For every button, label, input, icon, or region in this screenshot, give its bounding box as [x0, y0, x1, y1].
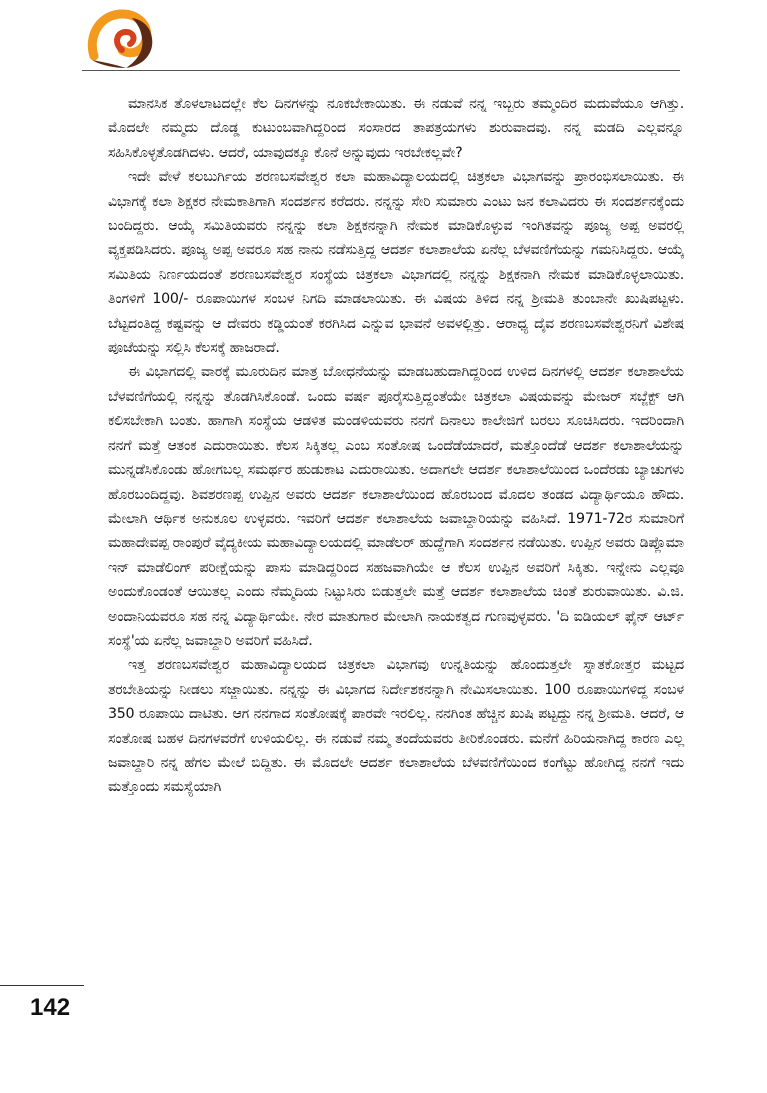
- paragraph: ಇತ್ತ ಶರಣಬಸವೇಶ್ವರ ಮಹಾವಿದ್ಯಾಲಯದ ಚಿತ್ರಕಲಾ ವಿಭಾಗವು ಉನ್ನತಿಯನ್ನು ಹೊಂದುತ್ತಲೇ ಸ್ನಾತಕೋತ್ತರ ಮಟ್ಟದ ತರಬೇತಿಯನ್ನು ನೀಡಲು ಸಜ್ಜಾಯಿತು. ನನ್ನನ್ನು ಈ ವಿಭಾಗದ ನಿರ್ದೇಶಕನನ್ನಾಗಿ ನೇಮಿಸಲಾಯಿತು. 100 ರೂಪಾಯಿಗಳಿದ್ದ ಸಂಬಳ 350 ರೂಪಾಯಿ ದಾಟಿತು. ಆಗ ನನಗಾದ ಸಂತೋಷಕ್ಕೆ ಪಾರವೇ ಇರಲಿಲ್ಲ. ನನಗಿಂತ ಹೆಚ್ಚಿನ ಖುಷಿ ಪಟ್ಟದ್ದು ನನ್ನ ಶ್ರೀಮತಿ. ಆದರೆ, ಆ ಸಂತೋಷ ಬಹಳ ದಿನಗಳವರೆಗೆ ಉಳಿಯಲಿಲ್ಲ. ಈ ನಡುವೆ ನಮ್ಮ ತಂದೆಯವರು ತೀರಿಕೊಂಡರು. ಮನೆಗೆ ಹಿರಿಯನಾಗಿದ್ದ ಕಾರಣ ಎಲ್ಲ ಜವಾಬ್ದಾರಿ ನನ್ನ ಹೆಗಲ ಮೇಲೆ ಬಿದ್ದಿತು. ಈ ಮೊದಲೇ ಆದರ್ಶ ಕಲಾಶಾಲೆಯ ಬೆಳವಣಿಗೆಯಿಂದ ಕಂಗೆಟ್ಟು ಹೋಗಿದ್ದ ನನಗೆ ಇದು ಮತ್ತೊಂದು ಸಮಸ್ಯೆಯಾಗಿ: [108, 657, 684, 796]
- header-divider: [82, 70, 680, 71]
- footer-divider: [0, 985, 84, 986]
- logo-base: [92, 60, 126, 68]
- page-body: [108, 92, 684, 800]
- page-number: 142: [30, 994, 71, 1021]
- spiral-swirl-logo-icon: [86, 8, 156, 70]
- paragraph: ಮಾನಸಿಕ ತೊಳಲಾಟದಲ್ಲೇ ಕೆಲ ದಿನಗಳನ್ನು ನೂಕಬೇಕಾಯಿತು. ಈ ನಡುವೆ ನನ್ನ ಇಬ್ಬರು ತಮ್ಮಂದಿರ ಮದುವೆಯೂ ಆಗಿತ್ತು. ಮೊದಲೇ ನಮ್ಮದು ದೊಡ್ಡ ಕುಟುಂಬವಾಗಿದ್ದರಿಂದ ಸಂಸಾರದ ತಾಪತ್ರಯಗಳು ಶುರುವಾದವು. ನನ್ನ ಮಡದಿ ಎಲ್ಲವನ್ನೂ ಸಹಿಸಿಕೊಳ್ಳತೊಡಗಿದಳು. ಆದರೆ, ಯಾವುದಕ್ಕೂ ಕೊನೆ ಅನ್ನುವುದು ಇರಬೇಕಲ್ಲವೇ?: [108, 96, 684, 161]
- paragraph: ಈ ವಿಭಾಗದಲ್ಲಿ ವಾರಕ್ಕೆ ಮೂರುದಿನ ಮಾತ್ರ ಬೋಧನೆಯನ್ನು ಮಾಡಬಹುದಾಗಿದ್ದರಿಂದ ಉಳಿದ ದಿನಗಳಲ್ಲಿ ಆದರ್ಶ ಕಲಾಶಾಲೆಯ ಬೆಳವಣಿಗೆಯಲ್ಲಿ ನನ್ನನ್ನು ತೊಡಗಿಸಿಕೊಂಡೆ. ಒಂದು ವರ್ಷ ಪೂರೈಸುತ್ತಿದ್ದಂತೆಯೇ ಚಿತ್ರಕಲಾ ವಿಷಯವನ್ನು ಮೇಜರ್ ಸಬ್ಜೆಕ್ಟ್ ಆಗಿ ಕಲಿಸಬೇಕಾಗಿ ಬಂತು. ಹಾಗಾಗಿ ಸಂಸ್ಥೆಯ ಆಡಳಿತ ಮಂಡಳಿಯವರು ನನಗೆ ದಿನಾಲು ಕಾಲೇಜಿಗೆ ಬರಲು ಸೂಚಿಸಿದರು. ಇದರಿಂದಾಗಿ ನನಗೆ ಮತ್ತೆ ಆತಂಕ ಎದುರಾಯಿತು. ಕೆಲಸ ಸಿಕ್ಕಿತಲ್ಲ ಎಂಬ ಸಂತೋಷ ಒಂದೆಡೆಯಾದರೆ, ಮತ್ತೊಂದೆಡೆ ಆದರ್ಶ ಕಲಾಶಾಲೆಯನ್ನು ಮುನ್ನಡೆಸಿಕೊಂಡು ಹೋಗಬಲ್ಲ ಸಮರ್ಥರ ಹುಡುಕಾಟ ಎದುರಾಯಿತು. ಅದಾಗಲೇ ಆದರ್ಶ ಕಲಾಶಾಲೆಯಿಂದ ಒಂದೆರಡು ಬ್ಯಾಚುಗಳು ಹೊರಬಂದಿದ್ದವು. ಶಿವಶರಣಪ್ಪ ಉಪ್ಪಿನ ಅವರು ಆದರ್ಶ ಕಲಾಶಾಲೆಯಿಂದ ಹೊರಬಂದ ಮೊದಲ ತಂಡದ ವಿದ್ಯಾರ್ಥಿಯೂ ಹೌದು. ಮೇಲಾಗಿ ಆರ್ಥಿಕ ಅನುಕೂಲ ಉಳ್ಳವರು. ಇವರಿಗೆ ಆದರ್ಶ ಕಲಾಶಾಲೆಯ ಜವಾಬ್ದಾರಿಯನ್ನು ವಹಿಸಿದೆ. 1971-72ರ ಸುಮಾರಿಗೆ ಮಹಾದೇವಪ್ಪ ರಾಂಪುರೆ ವೈದ್ಯಕೀಯ ಮಹಾವಿದ್ಯಾಲಯದಲ್ಲಿ ಮಾಡೆಲರ್ ಹುದ್ದೆಗಾಗಿ ಸಂದರ್ಶನ ನಡೆಯಿತು. ಉಪ್ಪಿನ ಅವರು ಡಿಪ್ಲೊಮಾ ಇನ್ ಮಾಡೆಲಿಂಗ್ ಪರೀಕ್ಷೆಯನ್ನು ಪಾಸು ಮಾಡಿದ್ದರಿಂದ ಸಹಜವಾಗಿಯೇ ಆ ಕೆಲಸ ಉಪ್ಪಿನ ಅವರಿಗೆ ಸಿಕ್ಕಿತು. ಇನ್ನೇನು ಎಲ್ಲವೂ ಅಂದುಕೊಂಡಂತೆ ಆಯಿತಲ್ಲ ಎಂದು ನೆಮ್ಮದಿಯ ನಿಟ್ಟುಸಿರು ಬಿಡುತ್ತಲೇ ಮತ್ತೆ ಆದರ್ಶ ಕಲಾಶಾಲೆಯ ಚಿಂತೆ ಶುರುವಾಯಿತು. ವಿ.ಜಿ. ಅಂದಾನಿಯವರೂ ಸಹ ನನ್ನ ವಿದ್ಯಾರ್ಥಿಯೇ. ನೇರ ಮಾತುಗಾರ ಮೇಲಾಗಿ ನಾಯಕತ್ವದ ಗುಣವುಳ್ಳವರು. 'ದಿ ಐಡಿಯಲ್ ಫೈನ್ ಆರ್ಟ್ ಸಂಸ್ಥೆ'ಯ ಏನೆಲ್ಲ ಜವಾಬ್ದಾರಿ ಅವರಿಗೆ ವಹಿಸಿದೆ.: [108, 364, 684, 649]
- paragraph: ಇದೇ ವೇಳೆ ಕಲಬುರ್ಗಿಯ ಶರಣಬಸವೇಶ್ವರ ಕಲಾ ಮಹಾವಿದ್ಯಾಲಯದಲ್ಲಿ ಚಿತ್ರಕಲಾ ವಿಭಾಗವನ್ನು ಪ್ರಾರಂಭಿಸಲಾಯಿತು. ಈ ವಿಭಾಗಕ್ಕೆ ಕಲಾ ಶಿಕ್ಷಕರ ನೇಮಕಾತಿಗಾಗಿ ಸಂದರ್ಶನ ಕರೆದರು. ನನ್ನನ್ನು ಸೇರಿ ಸುಮಾರು ಎಂಟು ಜನ ಕಲಾವಿದರು ಈ ಸಂದರ್ಶನಕ್ಕೆಂದು ಬಂದಿದ್ದರು. ಆಯ್ಕೆ ಸಮಿತಿಯವರು ನನ್ನನ್ನು ಕಲಾ ಶಿಕ್ಷಕನನ್ನಾಗಿ ನೇಮಕ ಮಾಡಿಕೊಳ್ಳುವ ಇಂಗಿತವನ್ನು ಪೂಜ್ಯ ಅಪ್ಪ ಅವರಲ್ಲಿ ವ್ಯಕ್ತಪಡಿಸಿದರು. ಪೂಜ್ಯ ಅಪ್ಪ ಅವರೂ ಸಹ ನಾನು ನಡೆಸುತ್ತಿದ್ದ ಆದರ್ಶ ಕಲಾಶಾಲೆಯ ಏನೆಲ್ಲ ಬೆಳವಣಿಗೆಯನ್ನು ಗಮನಿಸಿದ್ದರು. ಆಯ್ಕೆ ಸಮಿತಿಯ ನಿರ್ಣಯದಂತೆ ಶರಣಬಸವೇಶ್ವರ ಸಂಸ್ಥೆಯ ಚಿತ್ರಕಲಾ ವಿಭಾಗದಲ್ಲಿ ನನ್ನನ್ನು ಶಿಕ್ಷಕನಾಗಿ ನೇಮಕ ಮಾಡಿಕೊಳ್ಳಲಾಯಿತು. ತಿಂಗಳಿಗೆ 100/- ರೂಪಾಯಿಗಳ ಸಂಬಳ ನಿಗದಿ ಮಾಡಲಾಯಿತು. ಈ ವಿಷಯ ತಿಳಿದ ನನ್ನ ಶ್ರೀಮತಿ ತುಂಬಾನೇ ಖುಷಿಪಟ್ಟಳು. ಬೆಟ್ಟದಂತಿದ್ದ ಕಷ್ಟವನ್ನು ಆ ದೇವರು ಕಡ್ಡಿಯಂತೆ ಕರಗಿಸಿದ ಎನ್ನುವ ಭಾವನೆ ಅವಳಲ್ಲಿತ್ತು. ಆರಾಧ್ಯ ದೈವ ಶರಣಬಸವೇಶ್ವರನಿಗೆ ವಿಶೇಷ ಪೂಜೆಯನ್ನು ಸಲ್ಲಿಸಿ ಕೆಲಸಕ್ಕೆ ಹಾಜರಾದೆ.: [108, 169, 684, 357]
